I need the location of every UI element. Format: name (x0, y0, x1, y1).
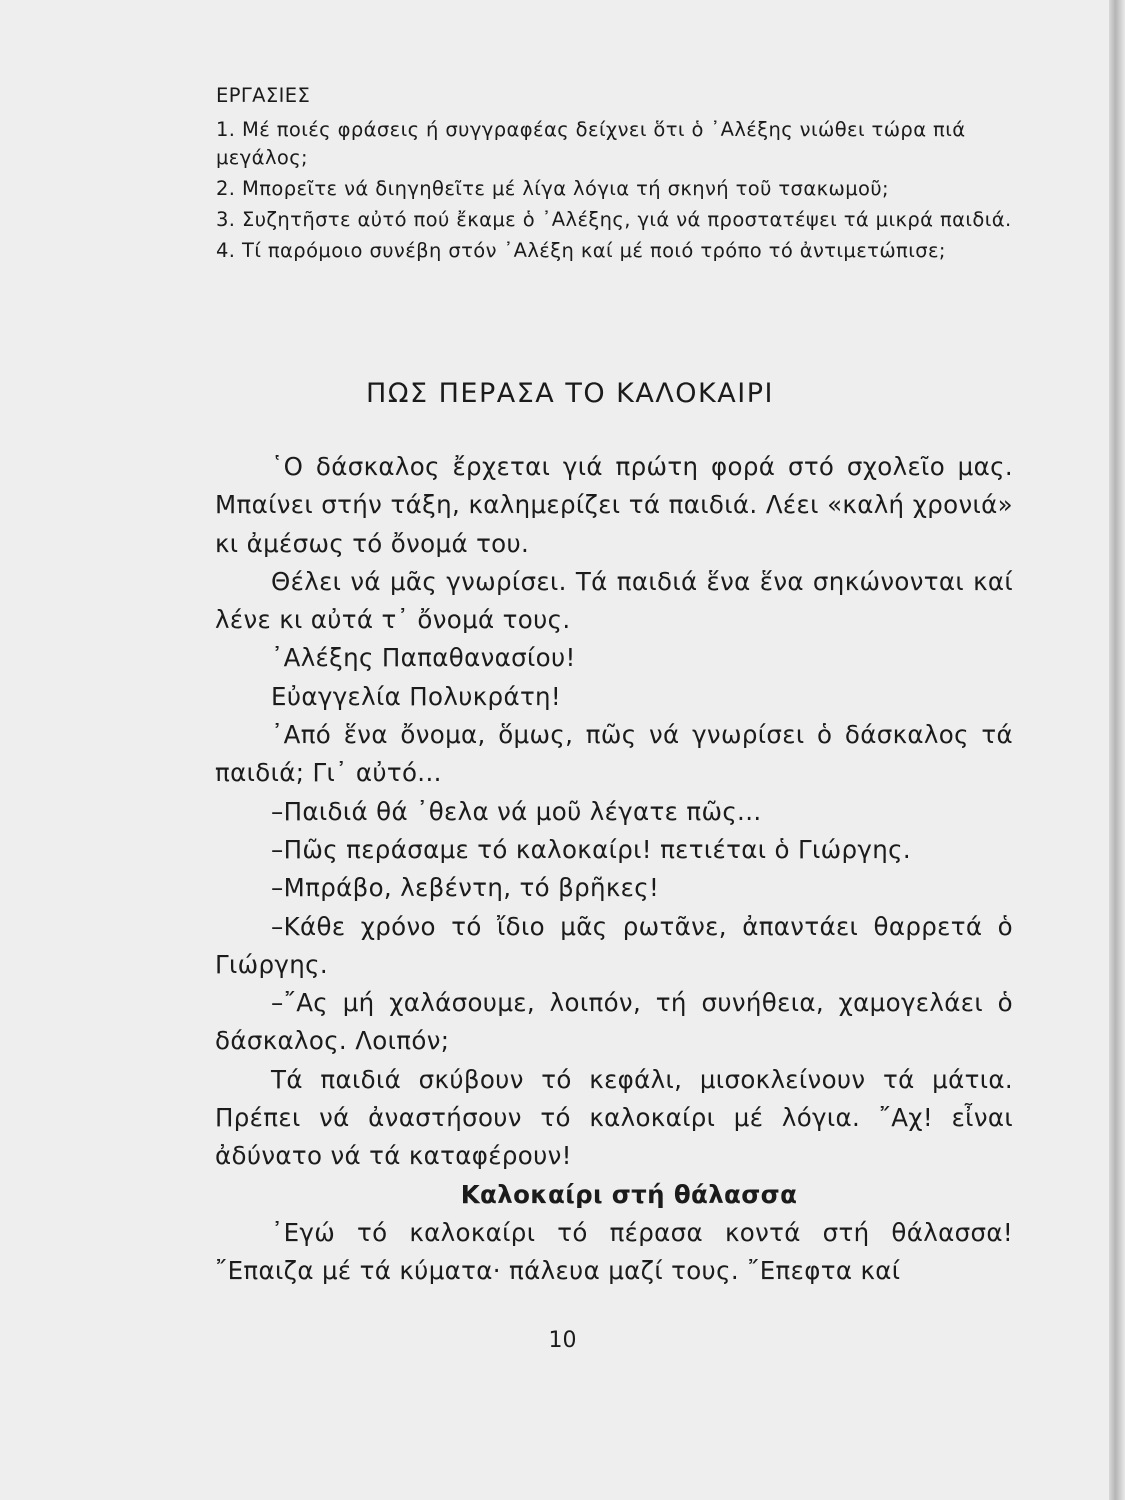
exercises-section (216, 82, 1026, 268)
story-paragraph: Εὐαγγελία Πολυκράτη! (271, 681, 562, 711)
story-dialogue-line: –῎Ας μή χαλάσουμε, λοιπόν, τή συνήθεια, χαμογελάει ὁ δάσκαλος. Λοιπόν; (215, 988, 1013, 1056)
story-text (215, 448, 1013, 1291)
story-paragraph: ᾿Αλέξης Παπαθανασίου! (271, 643, 576, 673)
story-dialogue-line: –Πῶς περάσαμε τό καλοκαίρι! πετιέται ὁ Γιώργης. (271, 834, 911, 864)
story-paragraph: Θέλει νά μᾶς γνωρίσει. Τά παιδιά ἕνα ἕνα σηκώνονται καί λένε κι αὐτά τ᾿ ὄνομά τους. (215, 566, 1013, 635)
story-title: ΠΩΣ ΠΕΡΑΣΑ ΤΟ ΚΑΛΟΚΑΙΡΙ (366, 378, 774, 409)
exercise-question-1: 1. Μέ ποιές φράσεις ή συγγραφέας δείχνει ὅτι ὁ ᾿Αλέξης νιώθει τώρα πιά μεγάλος; (216, 118, 966, 169)
story-subheading: Καλοκαίρι στή θάλασσα (460, 1179, 798, 1209)
exercise-question-3: 3. Συζητῆστε αὐτό πού ἔκαμε ὁ ᾿Αλέξης, γιά νά προστατέψει τά μικρά παιδιά. (216, 208, 1012, 231)
page-number: 10 (548, 1328, 577, 1353)
exercise-question-2: 2. Μπορεῖτε νά διηγηθεῖτε μέ λίγα λόγια τή σκηνή τοῦ τσακωμοῦ; (216, 177, 889, 200)
page-edge-shadow (1109, 0, 1125, 1500)
exercises-heading: ΕΡΓΑΣΙΕΣ (216, 84, 311, 107)
story-paragraph: ῾Ο δάσκαλος ἔρχεται γιά πρώτη φορά στό σχολεῖο μας. Μπαίνει στήν τάξη, καλημερίζει τά παιδιά. Λέει «καλή χρονιά» κι ἀμέσως τό ὄνομά του. (215, 452, 1013, 558)
story-paragraph: Τά παιδιά σκύβουν τό κεφάλι, μισοκλείνουν τά μάτια. Πρέπει νά ἀναστήσουν τό καλοκαίρι μέ λόγια. ῎Αχ! εἶναι ἀδύνατο νά τά καταφέρουν! (215, 1064, 1013, 1171)
story-paragraph: ᾿Εγώ τό καλοκαίρι τό πέρασα κοντά στή θάλασσα! ῎Επαιζα μέ τά κύματα· πάλευα μαζί τους. ῎Επεφτα καί (215, 1217, 1013, 1286)
exercise-question-4: 4. Τί παρόμοιο συνέβη στόν ᾿Αλέξη καί μέ ποιό τρόπο τό ἀντιμετώπισε; (216, 239, 946, 262)
story-dialogue-line: –Μπράβο, λεβέντη, τό βρῆκες! (271, 873, 660, 903)
story-dialogue-line: –Κάθε χρόνο τό ἴδιο μᾶς ρωτᾶνε, ἀπαντάει θαρρετά ὁ Γιώργης. (215, 911, 1013, 979)
story-dialogue-line: –Παιδιά θά ᾿θελα νά μοῦ λέγατε πῶς... (271, 796, 762, 826)
story-paragraph: ᾿Από ἕνα ὄνομα, ὅμως, πῶς νά γνωρίσει ὁ δάσκαλος τά παιδιά; Γι᾿ αὐτό... (215, 720, 1013, 788)
